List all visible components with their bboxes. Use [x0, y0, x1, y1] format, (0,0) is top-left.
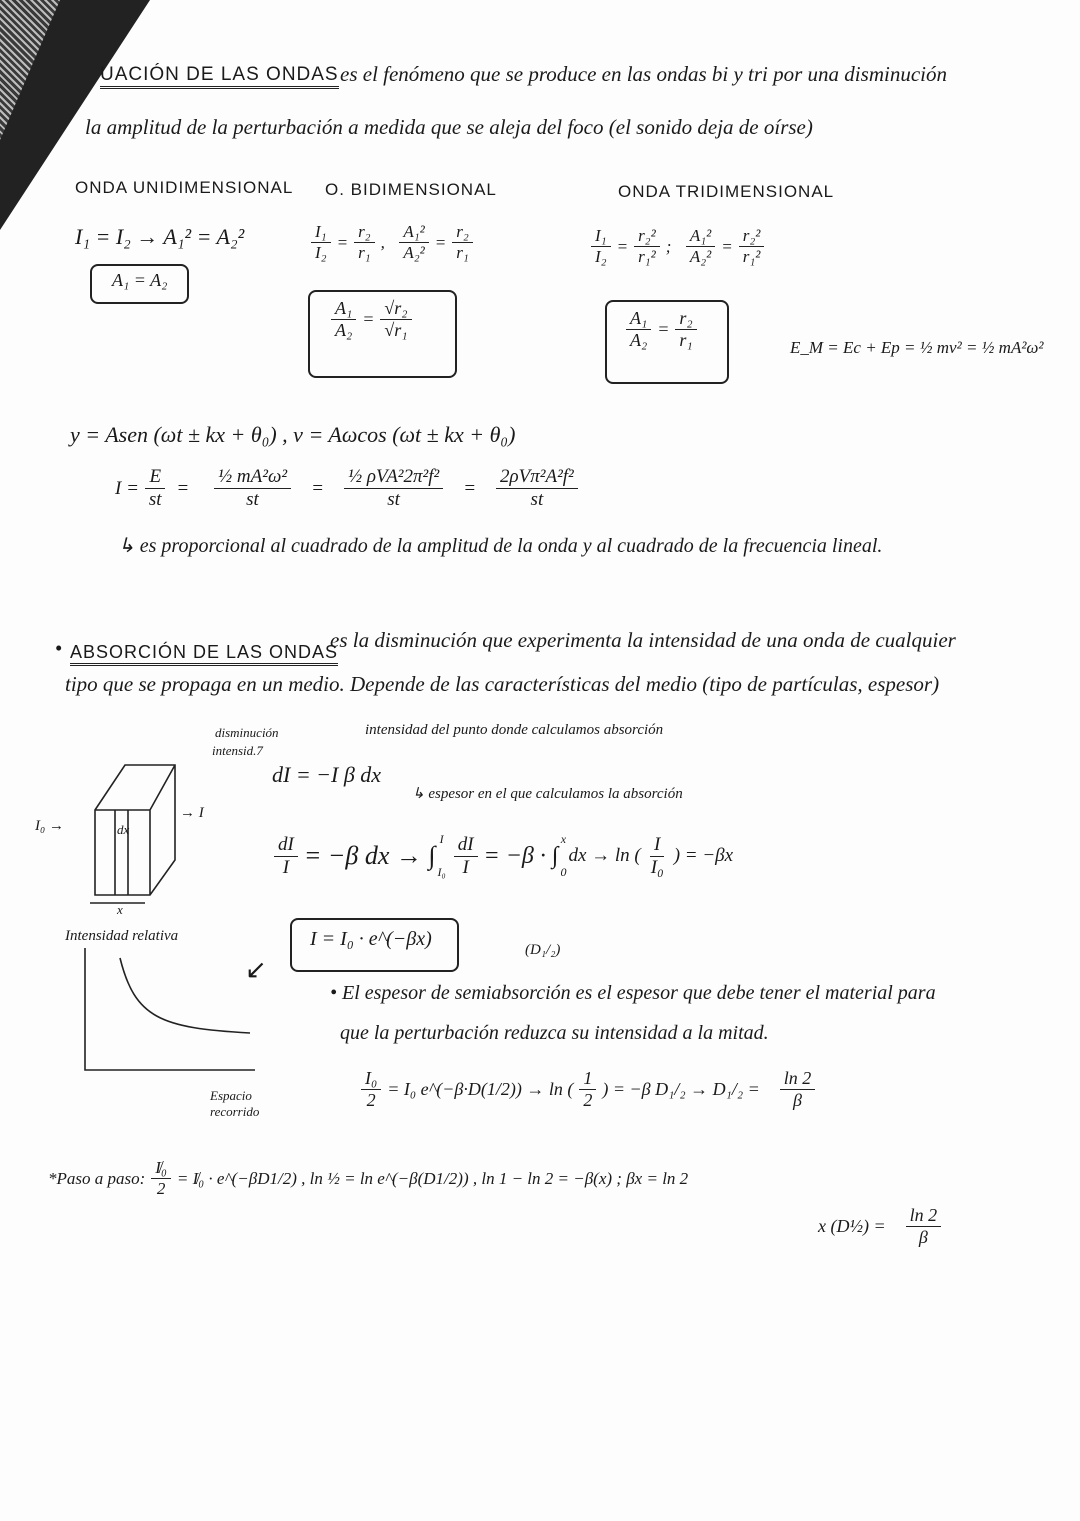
intensity-formula: I = $\frac{E}{st}$ = $\frac{\text{½ mA²ω²}}{st}$ = $\frac{\text{½ ρVA²2π²f²}}{st}$ = $\frac{\text{2ρVπ²A²f²}}{st}$: [115, 466, 598, 511]
bi-result: $\frac{\text{A₁}}{\text{A₂}}$ = $\frac{\text{√r₂}}{\text{√r₁}}$: [325, 298, 418, 341]
step-label: *Paso a paso:: [48, 1168, 146, 1188]
label-disminucion: disminución: [215, 725, 279, 740]
label-x: x: [117, 902, 123, 917]
section-title-absorption: ABSORCIÓN DE LAS ONDAS: [70, 642, 338, 666]
half-d2: 2: [583, 1090, 593, 1110]
bi-rrd: √r₁: [384, 320, 408, 340]
tri-f3n: A₁²: [686, 226, 715, 247]
step-n: I̸₀: [151, 1158, 171, 1179]
tri-f1d: I₂: [595, 247, 607, 266]
bi-f3d: A₂²: [403, 243, 425, 262]
label-I-out: → I: [180, 805, 204, 821]
lim-up: I: [439, 832, 444, 846]
eq2-d3: I₀: [650, 856, 664, 878]
int-n1: E: [145, 466, 165, 489]
intensity-note: ↳ es proporcional al cuadrado de la amplitud de la onda y al cuadrado de la frecuencia lineal.: [118, 535, 883, 557]
int-d4: st: [530, 489, 544, 510]
slab-diagram: [60, 750, 240, 910]
tri-f4d: r₁²: [742, 247, 761, 266]
tri-f3d: A₂²: [689, 247, 712, 266]
bi-f4d: r₁: [456, 243, 469, 262]
lim2-lo: 0: [560, 865, 567, 879]
bi-f1d: I₂: [315, 243, 327, 262]
tri-f4n: r₂²: [739, 226, 765, 247]
eq2-d: I: [282, 856, 290, 878]
tri-rrd: r₁: [679, 330, 693, 350]
tri-rrn: r₂: [675, 308, 696, 330]
heading-bi: O. BIDIMENSIONAL: [325, 180, 497, 199]
int-n2: ½ mA²ω²: [214, 466, 291, 489]
graph-x-label: Espacio recorrido: [210, 1088, 260, 1119]
wave-equation: y = Asen (ωt ± kx + θ₀) , v = Aωcos (ωt ± kx + θ₀): [70, 422, 516, 447]
arrow-icon: ↙: [245, 955, 267, 984]
heading-tri: ONDA TRIDIMENSIONAL: [618, 182, 835, 201]
half-d: 2: [366, 1090, 376, 1110]
tri-result: $\frac{\text{A₁}}{\text{A₂}}$ = $\frac{\text{r₂}}{\text{r₁}}$: [620, 308, 703, 351]
intensity-lhs: I =: [115, 477, 139, 499]
lim-lo: I₀: [437, 865, 446, 879]
step-result: [818, 1205, 947, 1248]
label-intensidad: intensid.7: [212, 743, 263, 758]
bi-rd: A₂: [335, 320, 353, 340]
int-d1: st: [148, 489, 162, 510]
bi-rn: A₁: [331, 298, 356, 320]
half-symbol: (D₁/₂): [525, 942, 561, 958]
label-dx: dx: [117, 822, 130, 837]
graph-axes: [85, 948, 255, 1070]
int-n4: 2ρVπ²A²f²: [496, 466, 578, 489]
int-n3: ½ ρVA²2π²f²: [344, 466, 443, 489]
half-equation: [355, 1068, 821, 1111]
step-by-step: [48, 1158, 688, 1199]
step-d: 2: [156, 1179, 166, 1198]
uni-formula: I₁ = I₂ → A₁² = A₂²: [75, 224, 245, 249]
half-n3: ln 2: [780, 1068, 816, 1090]
tri-formula: $\frac{\text{I₁}}{\text{I₂}}$ = $\frac{\text{r₂²}}{\text{r₁²}}$ ; $\frac{\text{A₁²}}{\text{A₂²}}$ = $\frac{\text{r₂²}}{\text{r₁²}}$: [585, 226, 770, 267]
absorption-text-1: es la disminución que experimenta la intensidad de una onda de cualquier: [330, 628, 956, 652]
step-d2: β: [918, 1227, 928, 1247]
bi-formula: $\frac{\text{I₁}}{\text{I₂}}$ = $\frac{\text{r₂}}{\text{r₁}}$ , $\frac{\text{A₁²}}{\text{A₂²}}$ = $\frac{\text{r₂}}{\text{r₁}}$: [305, 222, 479, 263]
bullet: •: [55, 636, 63, 660]
label-point-intensity: intensidad del punto donde calculamos absorción: [365, 722, 664, 738]
bi-f1n: I₁: [311, 222, 331, 243]
int-d3: st: [387, 489, 400, 510]
half-text-2: que la perturbación reduzca su intensidad a la mitad.: [340, 1022, 769, 1044]
eq2-mid2: = −β · ∫: [483, 842, 559, 869]
half-n: I₀: [361, 1068, 381, 1090]
lim2-up: x: [560, 832, 567, 846]
decay-curve: [120, 958, 250, 1033]
eq2-end: ) = −βx: [673, 845, 734, 866]
step-n2: ln 2: [906, 1205, 942, 1227]
energy-formula: E_M = Ec + Ep = ½ mv² = ½ mA²ω²: [790, 338, 1044, 357]
eq2-tail: dx → ln (: [568, 845, 641, 866]
bi-f2n: r₂: [354, 222, 375, 243]
uni-result: A₁ = A₂: [112, 270, 168, 290]
decay-graph: [80, 948, 260, 1078]
half-text-1: • El espesor de semiabsorción es el espesor que debe tener el material para: [330, 982, 936, 1004]
tri-rd: A₂: [630, 330, 648, 350]
eq2-mid: = −β dx → ∫: [303, 841, 436, 870]
bi-f3n: A₁²: [399, 222, 428, 243]
half-d3: β: [793, 1090, 803, 1110]
absorption-result: I = I₀ · e^(−βx): [310, 928, 432, 950]
section-title-attenuation: UACIÓN DE LAS ONDAS: [100, 64, 339, 89]
eq2-n2: dI: [454, 834, 478, 857]
tri-f1n: I₁: [591, 226, 611, 247]
tri-rn: A₁: [626, 308, 651, 330]
attenuation-text-1: es el fenómeno que se produce en las ondas bi y tri por una disminución: [340, 62, 947, 86]
graph-y-label: Intensidad relativa: [65, 928, 179, 944]
tri-f2d: r₁²: [638, 247, 656, 266]
half-mid2: ) = −β D₁/₂ → D₁/₂ =: [602, 1079, 760, 1099]
bi-rrn: √r₂: [380, 298, 411, 320]
step-a: = I̸₀ · e^(−βD1/2) , ln ½ = ln e^(−β(D1/2)) , ln 1 − ln 2 = −β(x) ; βx = ln 2: [176, 1168, 689, 1188]
int-d2: st: [246, 489, 259, 510]
eq2-n: dI: [274, 834, 298, 857]
tri-f2n: r₂²: [634, 226, 660, 247]
bi-f2d: r₁: [358, 243, 371, 262]
attenuation-text-2: la amplitud de la perturbación a medida que se aleja del foco (el sonido deja de oírse): [85, 115, 813, 139]
absorption-text-2: tipo que se propaga en un medio. Depende de las características del medio (tipo de partículas, espesor): [65, 672, 940, 696]
step-b: x (D½) =: [818, 1216, 886, 1236]
eq2-n3: I: [650, 834, 664, 857]
label-thickness: ↳ espesor en el que calculamos la absorción: [412, 786, 683, 802]
label-I0-in: I₀ →: [35, 818, 64, 834]
heading-uni: ONDA UNIDIMENSIONAL: [75, 178, 294, 197]
bi-f4n: r₂: [452, 222, 473, 243]
integral-eq: [268, 832, 733, 880]
half-n2: 1: [579, 1068, 596, 1090]
differential-eq: dI = −I β dx: [272, 762, 382, 787]
half-mid: = I₀ e^(−β·D(1/2)) → ln (: [387, 1079, 574, 1099]
eq2-d2: I: [462, 856, 469, 878]
